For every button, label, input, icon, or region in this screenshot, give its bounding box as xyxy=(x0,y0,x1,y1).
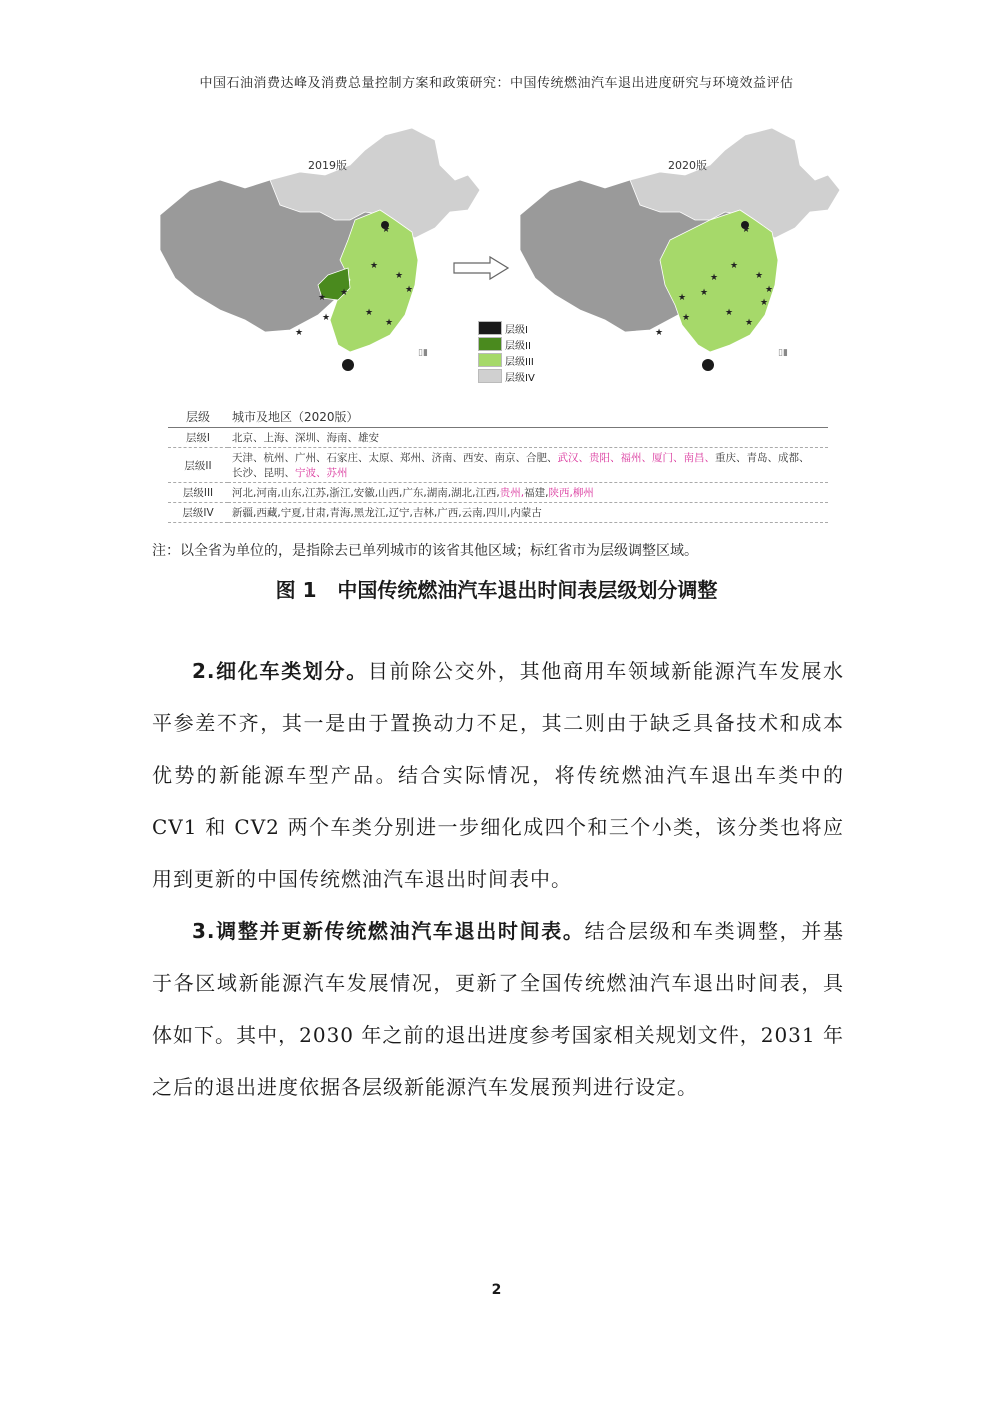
city-name: 新疆, xyxy=(232,507,257,519)
map-label-2020: 2020版 xyxy=(668,159,707,172)
city-name: 福建, xyxy=(524,487,549,499)
city-name: 柳州 xyxy=(572,487,594,499)
city-name: 陕西, xyxy=(548,487,573,499)
tier-table xyxy=(168,406,828,523)
city-name: 武汉、 xyxy=(557,452,589,464)
city-name: 山东, xyxy=(280,487,306,499)
city-name: 宁夏, xyxy=(280,507,306,519)
svg-text:▯▮: ▯▮ xyxy=(418,348,428,358)
city-name: 青岛、 xyxy=(746,452,778,464)
right-arrow-icon xyxy=(452,255,510,281)
city-name: 长沙、 xyxy=(232,467,264,479)
svg-text:★: ★ xyxy=(382,225,391,235)
city-name: 南京、 xyxy=(494,452,526,464)
figure-maps xyxy=(150,120,850,390)
city-name: 西藏, xyxy=(256,507,281,519)
city-name: 福州、 xyxy=(620,452,652,464)
svg-text:★: ★ xyxy=(710,273,719,283)
city-name: 宁波、 xyxy=(295,467,327,479)
city-name: 安徽, xyxy=(353,487,379,499)
city-name: 吉林, xyxy=(412,507,438,519)
city-name: 贵州, xyxy=(499,487,525,499)
city-name: 浙江, xyxy=(329,487,354,499)
svg-text:★: ★ xyxy=(730,261,739,271)
paragraph xyxy=(152,645,844,905)
cities-cell xyxy=(228,483,828,503)
city-name: 雄安 xyxy=(358,432,379,444)
svg-text:★: ★ xyxy=(725,308,734,318)
tier-cell: 层级I xyxy=(168,428,228,448)
svg-text:★: ★ xyxy=(295,328,304,338)
city-name: 杭州、 xyxy=(263,452,295,464)
city-name: 四川, xyxy=(485,507,511,519)
city-name: 贵阳、 xyxy=(589,452,621,464)
legend-swatch-tier1 xyxy=(478,321,502,335)
figure-title: 中国传统燃油汽车退出时间表层级划分调整 xyxy=(337,578,718,602)
paragraph-text: 目前除公交外，其他商用车领域新能源汽车发展水平参差不齐，其一是由于置换动力不足，其二则由于缺乏具备技术和成本优势的新能源车型产品。结合实际情况，将传统燃油汽车退出车类中的 CV1 和 CV2 两个车类分别进一步细化成四个和三个小类，该分类也将应用到更新的中国传统燃油汽车退出时间表中。 xyxy=(152,659,844,891)
cities-cell xyxy=(228,448,828,483)
paragraph-lead: 2.细化车类划分。 xyxy=(192,659,368,683)
cities-cell xyxy=(228,428,828,448)
legend-label: 层级IV xyxy=(505,372,535,384)
city-name: 上海、 xyxy=(263,432,295,444)
svg-text:★: ★ xyxy=(765,285,774,295)
city-name: 昆明、 xyxy=(263,467,295,479)
svg-text:★: ★ xyxy=(655,328,664,338)
city-name: 河北, xyxy=(232,487,257,499)
table-row xyxy=(168,503,828,523)
legend-label: 层级II xyxy=(505,340,531,352)
city-name: 辽宁, xyxy=(388,507,413,519)
city-name: 河南, xyxy=(256,487,281,499)
svg-text:★: ★ xyxy=(395,271,404,281)
table-header-cities: 城市及地区（2020版） xyxy=(228,406,828,428)
city-name: 江苏, xyxy=(305,487,330,499)
city-name: 内蒙古 xyxy=(510,507,542,519)
city-name: 苏州 xyxy=(326,467,348,479)
tier-cell: 层级III xyxy=(168,483,228,503)
map-label-2019: 2019版 xyxy=(308,159,347,172)
tier-cell: 层级II xyxy=(168,448,228,483)
city-name: 南昌、 xyxy=(683,452,715,464)
legend-label: 层级III xyxy=(505,356,534,368)
svg-text:★: ★ xyxy=(318,293,327,303)
svg-text:★: ★ xyxy=(365,308,374,318)
city-name: 石家庄、 xyxy=(326,452,369,464)
svg-text:★: ★ xyxy=(745,318,754,328)
legend-label: 层级I xyxy=(505,324,528,336)
body-text xyxy=(152,645,844,1113)
city-name: 湖北, xyxy=(451,487,476,499)
legend-swatch-tier2 xyxy=(478,337,502,351)
city-name: 山西, xyxy=(378,487,403,499)
city-name: 北京、 xyxy=(232,432,264,444)
city-name: 天津、 xyxy=(232,452,264,464)
svg-text:★: ★ xyxy=(742,225,751,235)
svg-text:★: ★ xyxy=(678,293,687,303)
city-name: 黑龙江, xyxy=(353,507,389,519)
table-header-tier: 层级 xyxy=(168,406,228,428)
map-2019 xyxy=(150,120,495,382)
city-name: 济南、 xyxy=(431,452,463,464)
city-name: 广州、 xyxy=(295,452,327,464)
city-name: 甘肃, xyxy=(305,507,330,519)
legend-swatch-tier3 xyxy=(478,353,502,367)
legend-swatch-tier4 xyxy=(478,369,502,383)
city-name: 厦门、 xyxy=(652,452,684,464)
figure-caption xyxy=(0,574,993,603)
figure-note: 注：以全省为单位的，是指除去已单列城市的该省其他区域；标红省市为层级调整区域。 xyxy=(152,543,698,559)
table-row xyxy=(168,483,828,503)
city-name: 深圳、 xyxy=(295,432,327,444)
svg-text:★: ★ xyxy=(755,271,764,281)
table-row xyxy=(168,448,828,483)
city-name: 西安、 xyxy=(463,452,495,464)
city-name: 太原、 xyxy=(368,452,400,464)
table-row xyxy=(168,428,828,448)
city-name: 广东, xyxy=(402,487,427,499)
paragraph-lead: 3.调整并更新传统燃油汽车退出时间表。 xyxy=(192,919,585,943)
city-name: 湖南, xyxy=(426,487,452,499)
city-name: 郑州、 xyxy=(400,452,432,464)
paragraph xyxy=(152,905,844,1113)
svg-text:★: ★ xyxy=(682,313,691,323)
city-name: 合肥、 xyxy=(526,452,558,464)
page-number: 2 xyxy=(491,1282,502,1298)
svg-text:★: ★ xyxy=(760,298,769,308)
map-2020 xyxy=(510,120,855,382)
city-name: 海南、 xyxy=(326,432,358,444)
city-name: 广西, xyxy=(437,507,462,519)
svg-text:★: ★ xyxy=(700,288,709,298)
figure-number: 图 1 xyxy=(275,578,317,602)
city-name: 重庆、 xyxy=(715,452,747,464)
city-name: 青海, xyxy=(329,507,354,519)
running-header: 中国石油消费达峰及消费总量控制方案和政策研究：中国传统燃油汽车退出进度研究与环境效益评估 xyxy=(199,76,794,91)
svg-text:▯▮: ▯▮ xyxy=(778,348,788,358)
svg-text:★: ★ xyxy=(340,288,349,298)
svg-text:★: ★ xyxy=(385,318,394,328)
table-header-row xyxy=(168,406,828,428)
svg-text:★: ★ xyxy=(405,285,414,295)
svg-text:★: ★ xyxy=(322,313,331,323)
svg-text:★: ★ xyxy=(370,261,379,271)
city-name: 云南, xyxy=(461,507,486,519)
city-name: 江西, xyxy=(475,487,500,499)
paragraph-text: 结合层级和车类调整，并基于各区域新能源汽车发展情况，更新了全国传统燃油汽车退出时间表，具体如下。其中，2030 年之前的退出进度参考国家相关规划文件，2031 年之后的退出进度依据各层级新能源汽车发展预判进行设定。 xyxy=(152,919,844,1099)
tier-cell: 层级IV xyxy=(168,503,228,523)
cities-cell xyxy=(228,503,828,523)
city-name: 成都、 xyxy=(778,452,810,464)
